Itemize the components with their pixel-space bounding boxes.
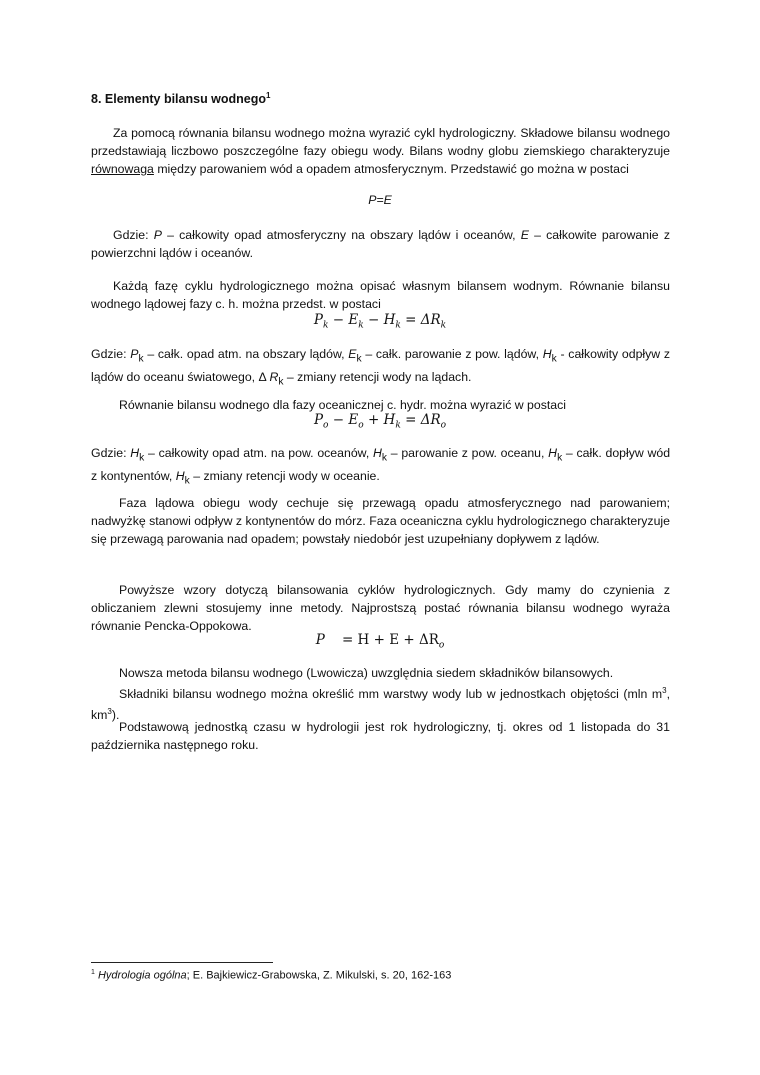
paragraph-intro: Za pomocą równania bilansu wodnego można wyrazić cykl hydrologiczny. Składowe bilansu wodnego przedstawiają liczbowo poszczególne fazy obiegu wody. Bilans wodny globu ziemskiego charakteryzuje równowaga między parowaniem wód a opadem atmosferycznym. Przedstawić go można w postaci	[91, 126, 670, 176]
equation-p-equals-e: P=E	[368, 193, 392, 207]
paragraph-land-phase: Każdą fazę cyklu hydrologicznego można opisać własnym bilansem wodnym. Równanie bilansu wodnego lądowej fazy c. h. można przedst. w postaci	[91, 279, 670, 311]
section-heading: 8. Elementy bilansu wodnego$^1$	[91, 91, 271, 107]
equation-ocean-balance: $P_o - E_o + H_k = \Delta R_o$	[313, 412, 447, 431]
footnote: $^1$ Hydrologia ogólna; E. Bajkiewicz-Grabowska, Z. Mikulski, s. 20, 162-163	[91, 969, 452, 982]
paragraph-definitions-1: Gdzie: P – całkowity opad atmosferyczny na obszary lądów i oceanów, E – całkowite parowanie z powierzchni lądów i oceanów.	[91, 228, 670, 260]
paragraph-hydrological-year: Podstawową jednostką czasu w hydrologii jest rok hydrologiczny, tj. okres od 1 listopada do 31 października następnego roku.	[91, 720, 670, 752]
paragraph-catchment-methods: Powyższe wzory dotyczą bilansowania cyklów hydrologicznych. Gdy mamy do czynienia z obliczaniem zlewni stosujemy inne metody. Najprostszą postać równania bilansu wodnego wyraża równanie Pencka-Oppokowa.	[91, 583, 670, 633]
paragraph-phases-comparison: Faza lądowa obiegu wody cechuje się przewagą opadu atmosferycznego nad parowaniem; nadwyżkę stanowi odpływ z kontynentów do mórz. Faza oceaniczna cyklu hydrologicznego charakteryzuje się przewagą parowania nad opadem; powstały niedobór jest uzupełniany dopływem z lądów.	[91, 496, 670, 546]
footnote-divider	[91, 962, 273, 963]
paragraph-definitions-2: Gdzie: $P_k$ – całk. opad atm. na obszary lądów, $E_k$ – całk. parowanie z pow. lądów, $H_k$ - całkowity odpływ z lądów do oceanu światowego, Δ $R_k$ – zmiany retencji wody na lądach.	[91, 347, 671, 388]
equation-penck-oppokow: P = $H + E + \Delta R_o$	[315, 632, 445, 651]
paragraph-ocean-phase: Równanie bilansu wodnego dla fazy oceanicznej c. hydr. można wyrazić w postaci	[119, 398, 567, 412]
paragraph-units: Składniki bilansu wodnego można określić mm warstwy wody lub w jednostkach objętości (mln $m^3$, $km^3$).	[91, 686, 670, 723]
paragraph-lwowicz: Nowsza metoda bilansu wodnego (Lwowicza) uwzględnia siedem składników bilansowych.	[119, 666, 614, 680]
underlined-word: równowaga	[91, 162, 154, 176]
equation-land-balance: $P_k - E_k - H_k = \Delta R_k$	[313, 312, 447, 331]
footnote-ref: 1	[266, 91, 271, 100]
paragraph-definitions-3: Gdzie: $H_k$ – całkowity opad atm. na pow. oceanów, $H_k$ – parowanie z pow. oceanu, $H_k$ – całk. dopływ wód z kontynentów, $H_k$ – zmiany retencji wody w oceanie.	[91, 446, 671, 487]
